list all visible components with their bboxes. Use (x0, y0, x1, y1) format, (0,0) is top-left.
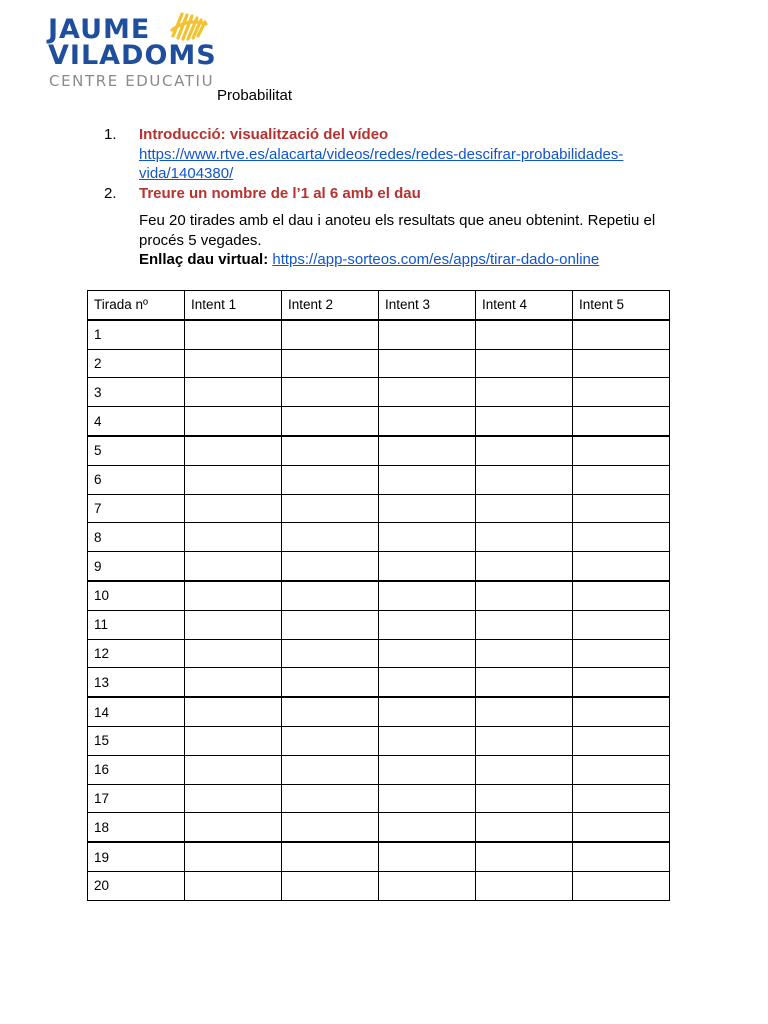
table-row (88, 813, 670, 842)
roll-number-cell: 9 (88, 552, 185, 581)
result-cell[interactable] (572, 494, 669, 523)
result-cell[interactable] (282, 639, 379, 668)
result-cell[interactable] (379, 465, 476, 494)
result-cell[interactable] (476, 465, 573, 494)
result-cell[interactable] (572, 668, 669, 697)
result-cell[interactable] (185, 378, 282, 407)
result-cell[interactable] (379, 378, 476, 407)
result-cell[interactable] (476, 378, 573, 407)
result-cell[interactable] (185, 581, 282, 610)
result-cell[interactable] (572, 610, 669, 639)
result-cell[interactable] (282, 784, 379, 813)
logo-text-jaume: JAUME (48, 14, 151, 45)
table-row (88, 871, 670, 900)
result-cell[interactable] (572, 871, 669, 900)
table-row (88, 436, 670, 465)
result-cell[interactable] (282, 407, 379, 436)
roll-number-cell: 10 (88, 581, 185, 610)
dice-link-row (139, 250, 684, 270)
result-cell[interactable] (185, 813, 282, 842)
table-header-cell: Intent 3 (379, 291, 476, 320)
result-cell[interactable] (379, 320, 476, 349)
roll-number-cell: 4 (88, 407, 185, 436)
table-header-cell: Intent 5 (572, 291, 669, 320)
result-cell[interactable] (476, 581, 573, 610)
result-cell[interactable] (379, 668, 476, 697)
result-cell[interactable] (476, 726, 573, 755)
result-cell[interactable] (379, 552, 476, 581)
result-cell[interactable] (476, 871, 573, 900)
result-cell[interactable] (185, 465, 282, 494)
result-cell[interactable] (185, 871, 282, 900)
result-cell[interactable] (476, 813, 573, 842)
result-cell[interactable] (476, 755, 573, 784)
result-cell[interactable] (185, 436, 282, 465)
result-cell[interactable] (282, 320, 379, 349)
instructions-line2: procés 5 vegades. (139, 231, 262, 249)
result-cell[interactable] (476, 436, 573, 465)
result-cell[interactable] (572, 581, 669, 610)
video-link-line2[interactable]: vida/1404380/ (139, 165, 234, 182)
result-cell[interactable] (282, 465, 379, 494)
roll-number-cell: 15 (88, 726, 185, 755)
result-cell[interactable] (282, 813, 379, 842)
result-cell[interactable] (185, 639, 282, 668)
result-cell[interactable] (282, 726, 379, 755)
roll-number-cell: 11 (88, 610, 185, 639)
result-cell[interactable] (572, 320, 669, 349)
roll-number-cell: 7 (88, 494, 185, 523)
result-cell[interactable] (476, 697, 573, 726)
result-cell[interactable] (379, 610, 476, 639)
result-cell[interactable] (185, 755, 282, 784)
table-header-cell: Intent 4 (476, 291, 573, 320)
result-cell[interactable] (572, 813, 669, 842)
list-number-1: 1. (104, 126, 117, 143)
result-cell[interactable] (185, 697, 282, 726)
result-cell[interactable] (379, 494, 476, 523)
result-cell[interactable] (476, 610, 573, 639)
table-header-cell: Tirada nº (88, 291, 185, 320)
result-cell[interactable] (379, 842, 476, 871)
result-cell[interactable] (572, 842, 669, 871)
result-cell[interactable] (476, 349, 573, 378)
result-cell[interactable] (379, 697, 476, 726)
table-row (88, 755, 670, 784)
result-cell[interactable] (379, 871, 476, 900)
table-row (88, 320, 670, 349)
result-cell[interactable] (282, 697, 379, 726)
roll-number-cell: 6 (88, 465, 185, 494)
table-row (88, 407, 670, 436)
result-cell[interactable] (379, 436, 476, 465)
roll-number-cell: 20 (88, 871, 185, 900)
logo-scribble-icon (170, 10, 210, 44)
list-number-2: 2. (104, 185, 117, 202)
result-cell[interactable] (282, 755, 379, 784)
roll-number-cell: 1 (88, 320, 185, 349)
table-header-row (88, 291, 670, 320)
result-cell[interactable] (476, 407, 573, 436)
result-cell[interactable] (476, 842, 573, 871)
roll-number-cell: 18 (88, 813, 185, 842)
roll-number-cell: 16 (88, 755, 185, 784)
result-cell[interactable] (282, 552, 379, 581)
table-row (88, 668, 670, 697)
result-cell[interactable] (572, 523, 669, 552)
video-link-line1[interactable]: https://www.rtve.es/alacarta/videos/redes/redes-descifrar-probabilidades- (139, 146, 624, 163)
table-row (88, 784, 670, 813)
result-cell[interactable] (476, 784, 573, 813)
roll-number-cell: 17 (88, 784, 185, 813)
roll-number-cell: 19 (88, 842, 185, 871)
table-row (88, 842, 670, 871)
roll-number-cell: 5 (88, 436, 185, 465)
roll-number-cell: 8 (88, 523, 185, 552)
result-cell[interactable] (282, 494, 379, 523)
table-row (88, 639, 670, 668)
result-cell[interactable] (572, 465, 669, 494)
results-table (87, 290, 670, 901)
result-cell[interactable] (572, 755, 669, 784)
result-cell[interactable] (282, 610, 379, 639)
result-cell[interactable] (379, 755, 476, 784)
instructions-line1: Feu 20 tirades amb el dau i anoteu els resultats que aneu obtenint. Repetiu el (139, 212, 656, 229)
result-cell[interactable] (379, 813, 476, 842)
result-cell[interactable] (476, 552, 573, 581)
dice-link[interactable]: https://app-sorteos.com/es/apps/tirar-dado-online (272, 251, 600, 268)
logo-text-centre-educatiu: CENTRE EDUCATIU (49, 72, 215, 90)
result-cell[interactable] (572, 378, 669, 407)
result-cell[interactable] (379, 523, 476, 552)
result-cell[interactable] (282, 842, 379, 871)
dice-link-label: Enllaç dau virtual: (139, 251, 269, 268)
result-cell[interactable] (379, 581, 476, 610)
result-cell[interactable] (282, 523, 379, 552)
logo-text-viladoms: VILADOMS (48, 40, 217, 71)
result-cell[interactable] (572, 552, 669, 581)
instructions-paragraph (139, 211, 684, 270)
result-cell[interactable] (282, 378, 379, 407)
result-cell[interactable] (379, 726, 476, 755)
table-row (88, 726, 670, 755)
result-cell[interactable] (185, 552, 282, 581)
table-row (88, 465, 670, 494)
result-cell[interactable] (572, 726, 669, 755)
document-title: Probabilitat (217, 87, 293, 104)
table-row (88, 610, 670, 639)
result-cell[interactable] (572, 784, 669, 813)
result-cell[interactable] (476, 494, 573, 523)
result-cell[interactable] (282, 581, 379, 610)
table-header-cell: Intent 2 (282, 291, 379, 320)
result-cell[interactable] (572, 407, 669, 436)
result-cell[interactable] (185, 668, 282, 697)
result-cell[interactable] (185, 726, 282, 755)
table-header-cell: Intent 1 (185, 291, 282, 320)
result-cell[interactable] (185, 523, 282, 552)
result-cell[interactable] (476, 523, 573, 552)
result-cell[interactable] (572, 349, 669, 378)
result-cell[interactable] (379, 639, 476, 668)
roll-number-cell: 12 (88, 639, 185, 668)
result-cell[interactable] (572, 697, 669, 726)
table-row (88, 378, 670, 407)
result-cell[interactable] (185, 610, 282, 639)
result-cell[interactable] (185, 842, 282, 871)
result-cell[interactable] (185, 407, 282, 436)
table-row (88, 552, 670, 581)
result-cell[interactable] (185, 784, 282, 813)
table-row (88, 523, 670, 552)
roll-number-cell: 14 (88, 697, 185, 726)
school-logo (48, 14, 218, 94)
result-cell[interactable] (185, 320, 282, 349)
table-row (88, 349, 670, 378)
result-cell[interactable] (476, 639, 573, 668)
roll-number-cell: 13 (88, 668, 185, 697)
result-cell[interactable] (476, 320, 573, 349)
roll-number-cell: 2 (88, 349, 185, 378)
result-cell[interactable] (379, 784, 476, 813)
result-cell[interactable] (572, 639, 669, 668)
item-heading-dice: Treure un nombre de l’1 al 6 amb el dau (139, 185, 421, 202)
result-cell[interactable] (282, 668, 379, 697)
table-row (88, 581, 670, 610)
table-row (88, 697, 670, 726)
result-cell[interactable] (185, 494, 282, 523)
result-cell[interactable] (379, 349, 476, 378)
result-cell[interactable] (282, 349, 379, 378)
result-cell[interactable] (572, 436, 669, 465)
roll-number-cell: 3 (88, 378, 185, 407)
result-cell[interactable] (379, 407, 476, 436)
result-cell[interactable] (282, 436, 379, 465)
result-cell[interactable] (476, 668, 573, 697)
result-cell[interactable] (185, 349, 282, 378)
item-heading-intro: Introducció: visualització del vídeo (139, 126, 389, 143)
table-row (88, 494, 670, 523)
result-cell[interactable] (282, 871, 379, 900)
